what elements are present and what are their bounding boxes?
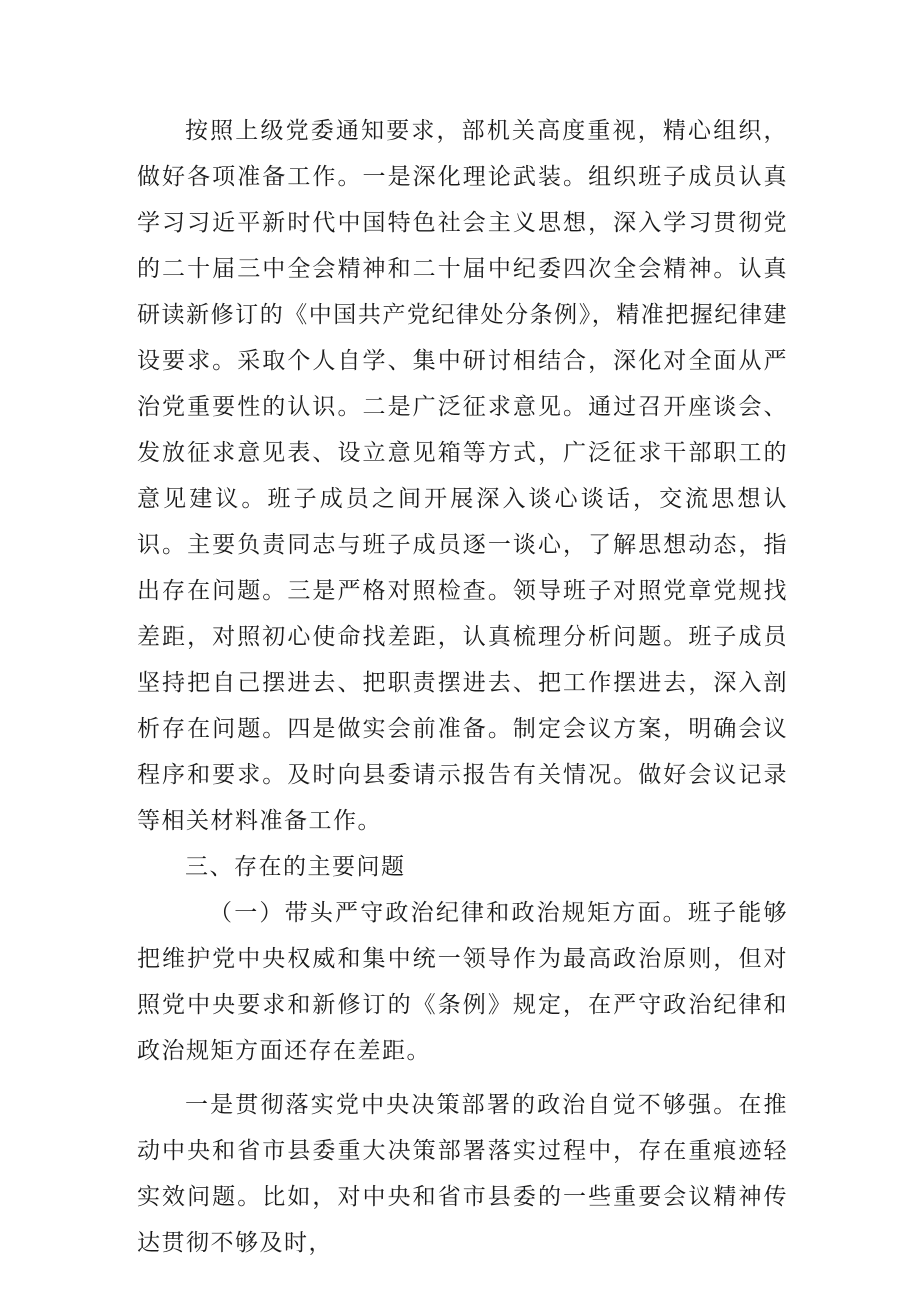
paragraph-point-one: 一是贯彻落实党中央决策部署的政治自觉不够强。在推动中央和省市县委重大决策部署落实过程中，存在重痕迹轻实效问题。比如，对中央和省市县委的一些重要会议精神传达贯彻不够及时， — [137, 1092, 788, 1256]
section-heading: 三、存在的主要问题 — [185, 854, 406, 880]
document-body — [137, 108, 788, 1266]
paragraph-preparation: 按照上级党委通知要求，部机关高度重视，精心组织，做好各项准备工作。一是深化理论武装。组织班子成员认真学习习近平新时代中国特色社会主义思想，深入学习贯彻党的二十届三中全会精神和二十届中纪委四次全会精神。认真研读新修订的《中国共产党纪律处分条例》，精准把握纪律建设要求。采取个人自学、集中研讨相结合，深化对全面从严治党重要性的认识。二是广泛征求意见。通过召开座谈会、发放征求意见表、设立意见箱等方式，广泛征求干部职工的意见建议。班子成员之间开展深入谈心谈话，交流思想认识。主要负责同志与班子成员逐一谈心，了解思想动态，指出存在问题。三是严格对照检查。领导班子对照党章党规找差距，对照初心使命找差距，认真梳理分析问题。班子成员坚持把自己摆进去、把职责摆进去、把工作摆进去，深入剖析存在问题。四是做实会前准备。制定会议方案，明确会议程序和要求。及时向县委请示报告有关情况。做好会议记录等相关材料准备工作。 — [137, 118, 788, 834]
subsection-paragraph: （一）带头严守政治纪律和政治规矩方面。班子能够把维护党中央权威和集中统一领导作为最高政治原则，但对照党中央要求和新修订的《条例》规定，在严守政治纪律和政治规矩方面还存在差距。 — [137, 900, 788, 1064]
